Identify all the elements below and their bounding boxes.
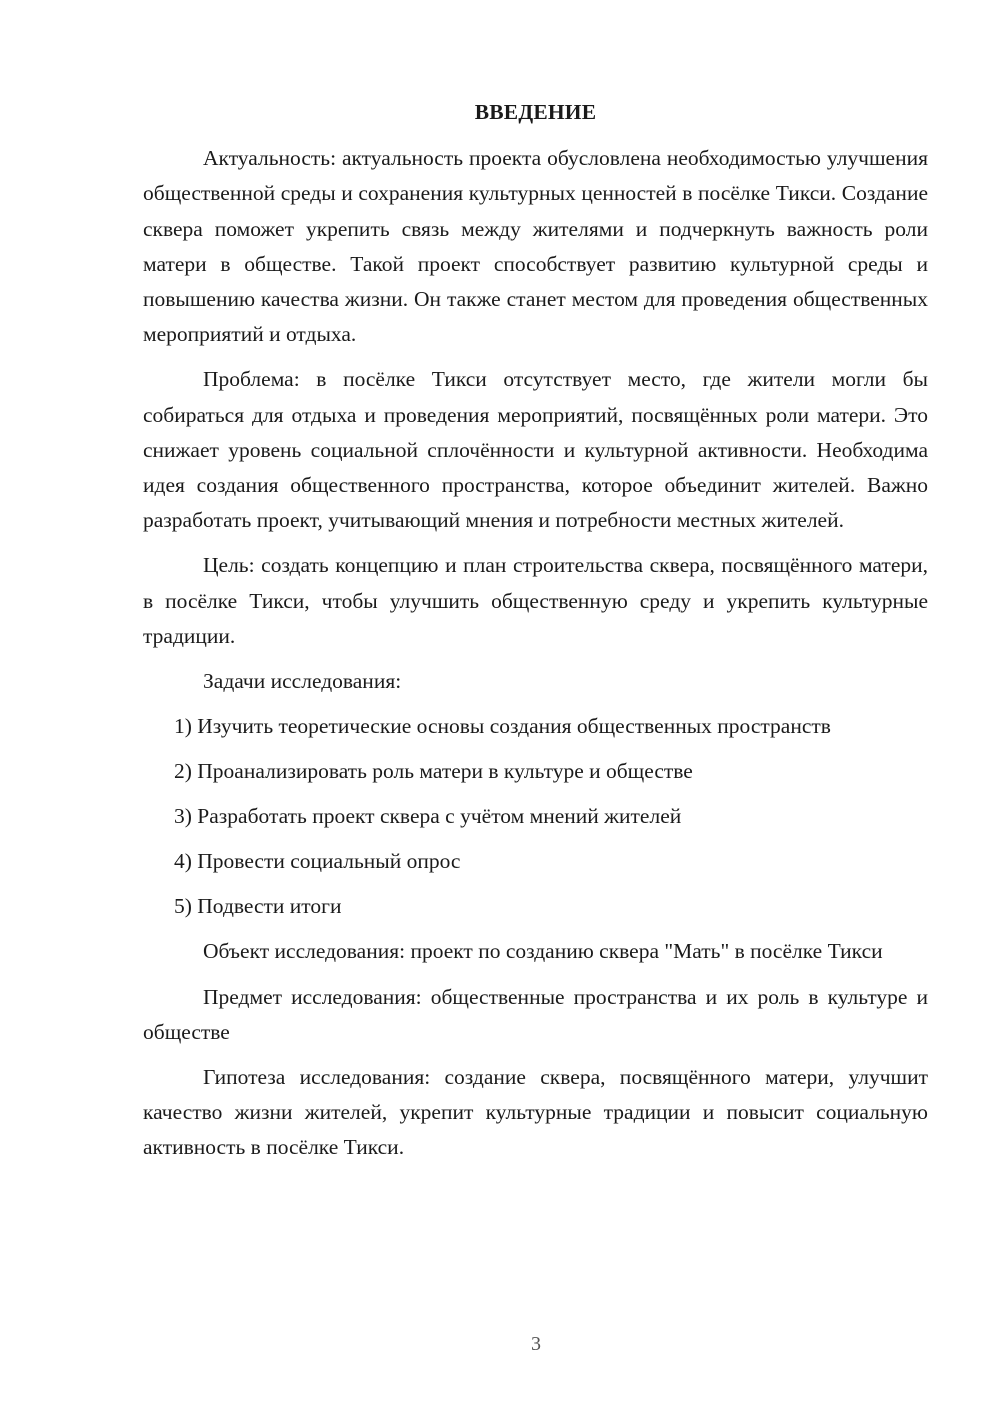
- hypothesis-paragraph: Гипотеза исследования: создание сквера, посвящённого матери, улучшит качество жизни жителей, укрепит культурные традиции и повысит социальную активность в посёлке Тикси.: [143, 1065, 928, 1160]
- problem-paragraph: Проблема: в посёлке Тикси отсутствует место, где жители могли бы собираться для отдыха и проведения мероприятий, посвящённых роли матери. Это снижает уровень социальной сплочённости и культурной активности. Необходима идея создания общественного пространства, которое объединит жителей. Важно разработать проект, учитывающий мнения и потребности местных жителей.: [143, 367, 928, 533]
- task-item-3: 3) Разработать проект сквера с учётом мнений жителей: [174, 804, 682, 829]
- task-item-5: 5) Подвести итоги: [174, 894, 342, 919]
- relevance-paragraph: Актуальность: актуальность проекта обусловлена необходимостью улучшения общественной среды и сохранения культурных ценностей в посёлке Тикси. Создание сквера поможет укрепить связь между жителями и подчеркнуть важность роли матери в обществе. Такой проект способствует развитию культурной среды и повышению качества жизни. Он также станет местом для проведения общественных мероприятий и отдыха.: [143, 146, 928, 347]
- object-paragraph: Объект исследования: проект по созданию сквера "Мать" в посёлке Тикси: [203, 939, 883, 964]
- tasks-heading: Задачи исследования:: [203, 669, 402, 694]
- page-title: ВВЕДЕНИЕ: [474, 100, 597, 124]
- goal-paragraph: Цель: создать концепцию и план строительства сквера, посвящённого матери, в посёлке Тикси, чтобы улучшить общественную среду и укрепить культурные традиции.: [143, 553, 928, 648]
- task-item-4: 4) Провести социальный опрос: [174, 849, 461, 874]
- task-item-1: 1) Изучить теоретические основы создания общественных пространств: [174, 714, 831, 739]
- subject-paragraph: Предмет исследования: общественные пространства и их роль в культуре и обществе: [143, 984, 928, 1044]
- page-number: 3: [531, 1333, 541, 1355]
- document-page: [143, 95, 928, 1176]
- task-list: [143, 709, 928, 924]
- task-item-2: 2) Проанализировать роль матери в культуре и обществе: [174, 759, 693, 784]
